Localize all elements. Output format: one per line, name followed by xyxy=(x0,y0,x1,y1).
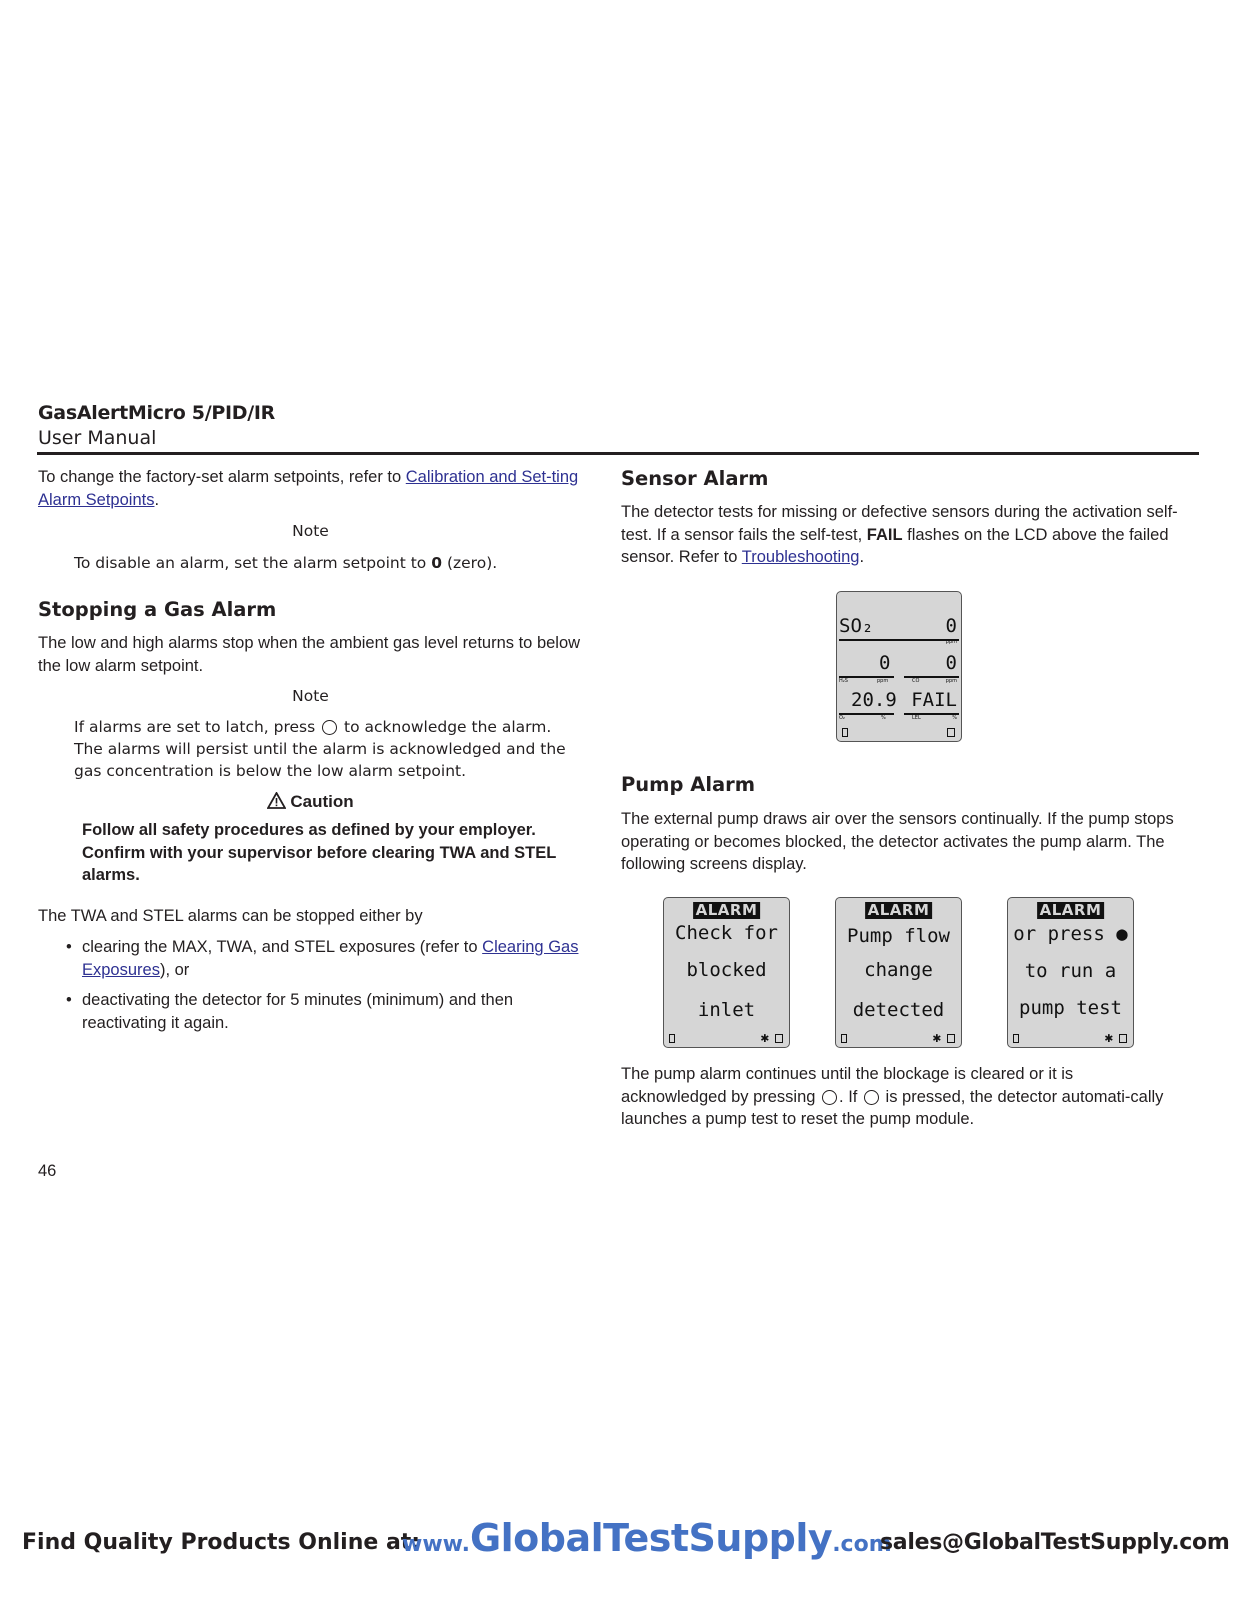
button-circle-icon xyxy=(864,1090,879,1105)
page-number: 46 xyxy=(38,1162,57,1180)
battery-icon xyxy=(841,1034,847,1043)
note-heading: Note xyxy=(292,687,329,705)
calibration-link[interactable]: Calibration and Set-ting Alarm Setpoints xyxy=(38,468,579,509)
document-title: GasAlertMicro 5/PID/IR xyxy=(38,402,275,424)
pump-lcd-screen-1: ALARM Check for blocked inlet ✱ xyxy=(663,897,790,1048)
section-heading-sensor: Sensor Alarm xyxy=(621,467,769,490)
alarm-badge: ALARM xyxy=(1037,902,1105,919)
document-subtitle: User Manual xyxy=(38,427,157,449)
so2-value: 0 xyxy=(945,615,957,637)
warning-triangle-icon xyxy=(267,792,286,809)
caution-text: Follow all safety procedures as defined by your employer. Confirm with your supervisor before clearing TWA and STEL alarms. xyxy=(82,821,556,884)
caution-heading: Caution xyxy=(38,792,583,812)
gas-label-so2: SO₂ xyxy=(839,615,874,637)
sensor-fail-lcd: SO₂ 0 ppm 0 0 H₂S ppm CO ppm 20.9 FAIL O₂ % LEL % xyxy=(836,591,962,742)
stop-methods-list xyxy=(37,936,582,1042)
footer-website-link[interactable]: www.GlobalTestSupply.com xyxy=(402,1516,892,1560)
note-latch: If alarms are set to latch, press to acknowledge the alarm. The alarms will persist until the alarm is acknowledged and the gas concentration is below the low alarm setpoint. xyxy=(74,718,566,780)
pump-after-paragraph: The pump alarm continues until the blockage is cleared or it is acknowledged by pressing . If is pressed, the detector automati-cally launches a pump test to reset the pump module. xyxy=(621,1065,1164,1128)
co-value: 0 xyxy=(945,652,957,674)
status-square-icon xyxy=(775,1034,783,1043)
pump-paragraph: The external pump draws air over the sensors continually. If the pump stops operating or becomes blocked, the detector activates the pump alarm. The following screens display. xyxy=(621,810,1174,873)
asterisk-icon: ✱ xyxy=(760,1030,769,1046)
note-disable-alarm: To disable an alarm, set the alarm setpoint to 0 (zero). xyxy=(74,554,498,572)
status-square-icon xyxy=(947,1034,955,1043)
troubleshooting-link[interactable]: Troubleshooting xyxy=(741,548,860,566)
asterisk-icon: ✱ xyxy=(932,1030,941,1046)
header-rule xyxy=(37,452,1199,455)
alarm-badge: ALARM xyxy=(693,902,761,919)
so2-unit: ppm xyxy=(945,639,957,645)
button-circle-icon xyxy=(322,720,337,735)
intro-paragraph: To change the factory-set alarm setpoints, refer to Calibration and Set-ting Alarm Setpoints. xyxy=(38,468,579,509)
twa-paragraph: The TWA and STEL alarms can be stopped either by xyxy=(38,907,423,925)
footer-find-text: Find Quality Products Online at: xyxy=(22,1530,421,1555)
lel-fail-value: FAIL xyxy=(911,689,957,711)
battery-icon xyxy=(669,1034,675,1043)
list-item: • deactivating the detector for 5 minutes (minimum) and then reactivating it again. xyxy=(37,989,582,1034)
button-circle-icon xyxy=(822,1090,837,1105)
list-item: • clearing the MAX, TWA, and STEL exposures (refer to Clearing Gas Exposures), or xyxy=(37,936,582,981)
section-heading-stopping: Stopping a Gas Alarm xyxy=(38,598,277,621)
lcd-divider xyxy=(839,639,959,641)
note-heading: Note xyxy=(292,522,329,540)
battery-icon xyxy=(842,728,848,737)
status-square-icon xyxy=(947,728,955,737)
pump-lcd-screen-2: ALARM Pump flow change detected ✱ xyxy=(835,897,962,1048)
alarm-badge: ALARM xyxy=(865,902,933,919)
footer-email-link[interactable]: sales@GlobalTestSupply.com xyxy=(880,1530,1230,1555)
battery-icon xyxy=(1013,1034,1019,1043)
clearing-gas-exposures-link[interactable]: Clearing Gas Exposures xyxy=(82,938,579,979)
stopping-paragraph: The low and high alarms stop when the ambient gas level returns to below the low alarm setpoint. xyxy=(38,634,581,675)
asterisk-icon: ✱ xyxy=(1104,1030,1113,1046)
section-heading-pump: Pump Alarm xyxy=(621,773,756,796)
h2s-value: 0 xyxy=(879,652,891,674)
sensor-paragraph: The detector tests for missing or defective sensors during the activation self-test. If a sensor fails the self-test, FAIL flashes on the LCD above the failed sensor. Refer to Troubleshooting. xyxy=(621,503,1178,566)
status-square-icon xyxy=(1119,1034,1127,1043)
pump-lcd-screen-3: ALARM or press ● to run a pump test ✱ xyxy=(1007,897,1134,1048)
o2-value: 20.9 xyxy=(851,689,897,711)
